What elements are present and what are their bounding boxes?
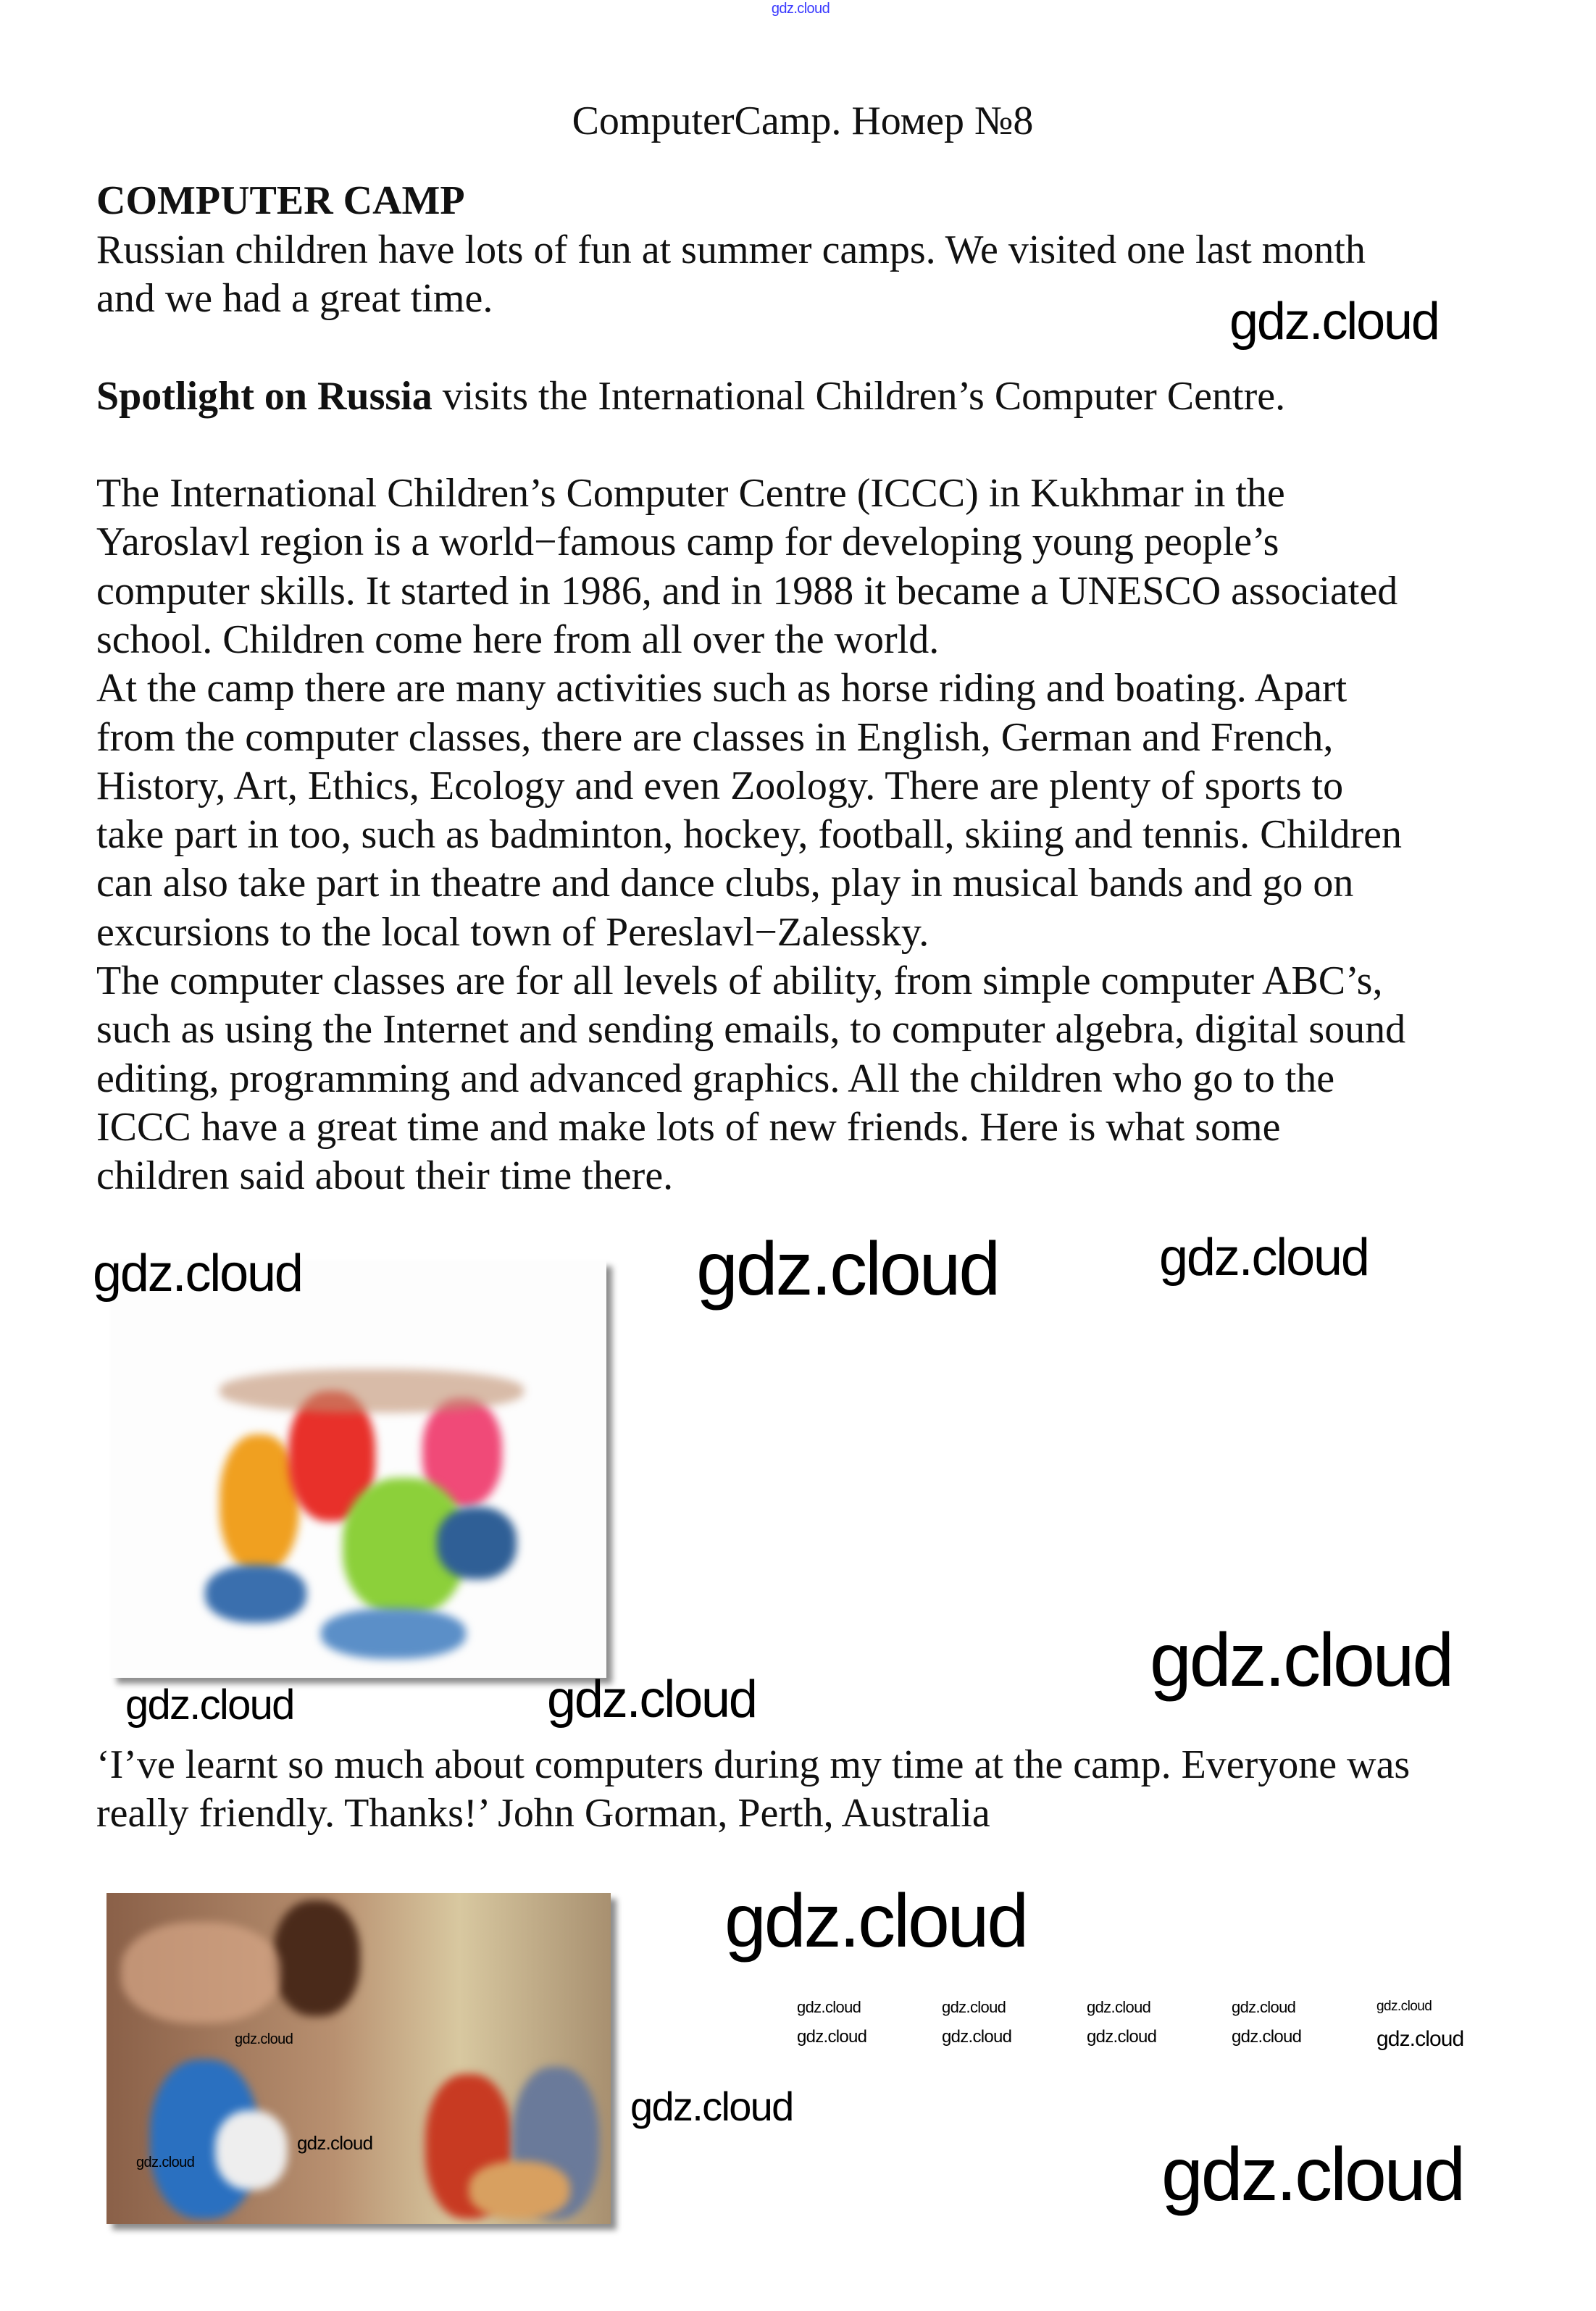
body-line: The International Children’s Computer Centre (ICCC) in Kukhmar in the <box>96 471 1285 516</box>
body-line: computer skills. It started in 1986, and in 1988 it became a UNESCO associated <box>96 568 1398 614</box>
watermark-small: gdz.cloud <box>1087 1998 1151 2016</box>
spotlight-line <box>96 372 1285 421</box>
photo-music-band <box>106 1893 611 2224</box>
watermark-small: gdz.cloud <box>136 2155 195 2170</box>
body-line: school. Children come here from all over the world. <box>96 617 940 662</box>
watermark-big: gdz.cloud <box>696 1227 999 1311</box>
body-line: can also take part in theatre and dance clubs, play in musical bands and go on <box>96 861 1354 906</box>
child-orange <box>220 1434 299 1572</box>
watermark-big: gdz.cloud <box>1150 1618 1453 1702</box>
page-title: ComputerCamp. Номер №8 <box>572 99 1034 143</box>
body-line: excursions to the local town of Pereslavl−Zalessky. <box>96 909 929 955</box>
watermark-small: gdz.cloud <box>797 1998 861 2016</box>
watermark-medium: gdz.cloud <box>125 1681 294 1729</box>
watermark-big: gdz.cloud <box>1161 2133 1464 2217</box>
body-line: Yaroslavl region is a world−famous camp for developing young people’s <box>96 519 1279 565</box>
spotlight-text: visits the International Children’s Computer Centre. <box>432 374 1286 419</box>
watermark-medium: gdz.cloud <box>1229 293 1439 351</box>
watermark-small: gdz.cloud <box>1232 2027 1302 2047</box>
quote-line: ‘I’ve learnt so much about computers during my time at the camp. Everyone was <box>96 1742 1411 1787</box>
banjo <box>215 2110 288 2190</box>
jeans-3 <box>437 1507 517 1579</box>
heads <box>220 1369 524 1413</box>
watermark-medium: gdz.cloud <box>630 2084 793 2129</box>
girl-dark-hair <box>273 1900 360 2016</box>
spotlight-brand: Spotlight on Russia <box>96 374 433 419</box>
body-line: take part in too, such as badminton, hockey, football, skiing and tennis. Children <box>96 812 1403 858</box>
jeans-1 <box>205 1565 306 1623</box>
body-line: editing, programming and advanced graphics. All the children who go to the <box>96 1056 1335 1101</box>
article-heading: COMPUTER CAMP <box>96 178 465 223</box>
jeans-2 <box>321 1608 466 1659</box>
watermark-small: gdz.cloud <box>797 2027 867 2047</box>
watermark-big: gdz.cloud <box>724 1879 1027 1963</box>
body-line: The computer classes are for all levels of ability, from simple computer ABC’s, <box>96 958 1383 1003</box>
drum <box>469 2161 570 2219</box>
body-line: History, Art, Ethics, Ecology and even Zoology. There are plenty of sports to <box>96 763 1344 808</box>
quote-line: really friendly. Thanks!’ John Gorman, Perth, Australia <box>96 1791 990 1836</box>
intro-line: Russian children have lots of fun at summer camps. We visited one last month <box>96 227 1366 272</box>
watermark-small: gdz.cloud <box>942 1998 1006 2016</box>
watermark-medium: gdz.cloud <box>93 1245 302 1303</box>
photo-dancing-children <box>111 1261 606 1678</box>
body-line: from the computer classes, there are classes in English, German and French, <box>96 714 1334 760</box>
top-watermark: gdz.cloud <box>771 1 830 17</box>
watermark-medium: gdz.cloud <box>1159 1229 1369 1287</box>
body-line: such as using the Internet and sending emails, to computer algebra, digital sound <box>96 1007 1406 1053</box>
body-line: children said about their time there. <box>96 1153 674 1199</box>
watermark-small: gdz.cloud <box>1087 2027 1157 2047</box>
watermark-small: gdz.cloud <box>1376 2027 1464 2051</box>
body-line: ICCC have a great time and make lots of new friends. Here is what some <box>96 1104 1281 1150</box>
watermark-small: gdz.cloud <box>1232 1998 1296 2016</box>
watermark-small: gdz.cloud <box>235 2031 293 2047</box>
watermark-small: gdz.cloud <box>297 2132 373 2154</box>
watermark-medium: gdz.cloud <box>547 1671 756 1729</box>
intro-line: and we had a great time. <box>96 276 493 322</box>
body-line: At the camp there are many activities such as horse riding and boating. Apart <box>96 666 1348 711</box>
watermark-small: gdz.cloud <box>942 2027 1012 2047</box>
watermark-small: gdz.cloud <box>1376 1999 1432 2014</box>
child-faces <box>121 1922 280 2023</box>
